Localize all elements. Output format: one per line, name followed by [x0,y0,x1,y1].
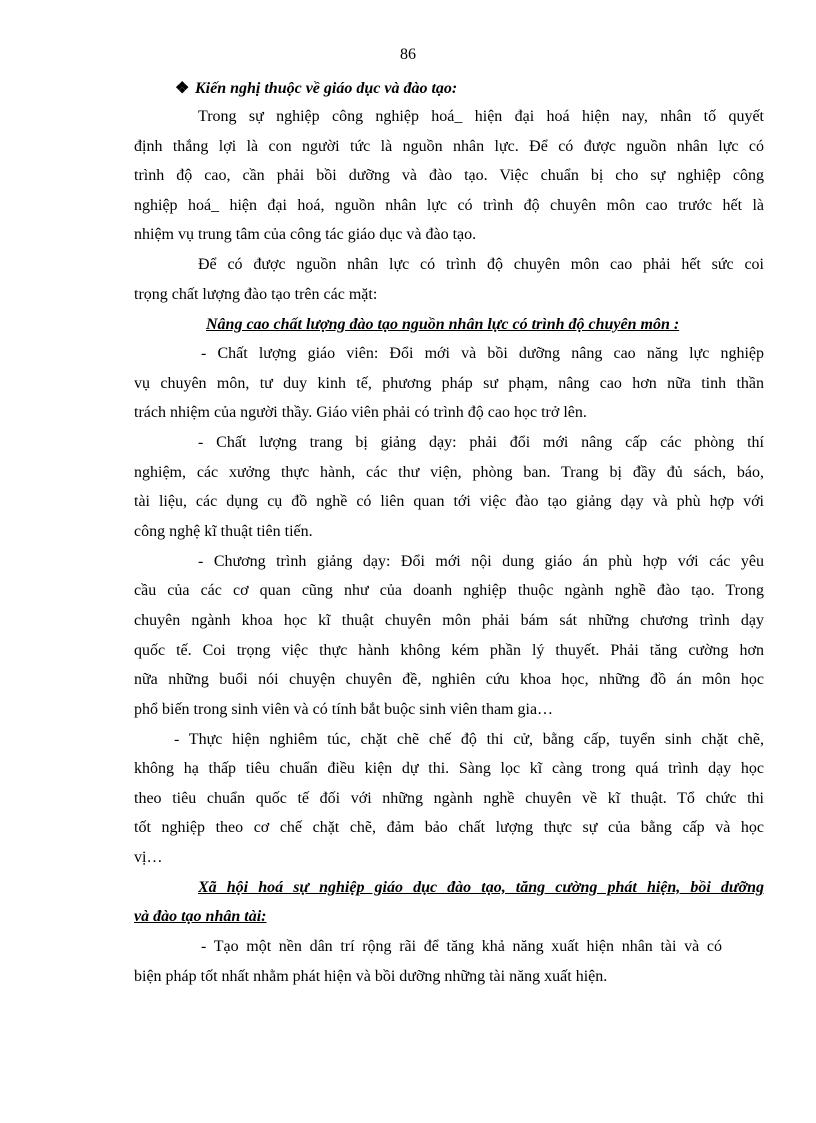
paragraph-line: - Thực hiện nghiêm túc, chặt chẽ chế độ thi cử, bằng cấp, tuyển sinh chặt chẽ, [174,731,764,748]
paragraph-line: cầu của các cơ quan cũng như của doanh nghiệp thuộc ngành nghề đào tạo. Trong [134,582,764,599]
paragraph-line: - Chất lượng giáo viên: Đổi mới và bồi dưỡng nâng cao năng lực nghiệp [201,345,764,362]
paragraph-line: trọng chất lượng đào tạo trên các mặt: [134,286,378,303]
paragraph-line: quốc tế. Coi trọng việc thực hành không kém phần lý thuyết. Phải tăng cường hơn [134,642,764,659]
diamond-bullet-icon: ❖ [175,80,190,97]
paragraph-line: trình độ cao, cần phải bồi dưỡng và đào tạo. Việc chuẩn bị cho sự nghiệp công [134,167,764,184]
paragraph-line: trách nhiệm của người thầy. Giáo viên phải có trình độ cao học trở lên. [134,404,587,421]
paragraph-line: vị… [134,849,163,866]
paragraph-line: vụ chuyên môn, tư duy kinh tế, phương pháp sư phạm, nâng cao hơn nữa tinh thần [134,375,764,392]
section-heading [175,78,457,100]
paragraph-line: - Chất lượng trang bị giảng dạy: phải đổi mới nâng cấp các phòng thí [198,434,764,451]
section-heading-text: Kiến nghị thuộc về giáo dục và đào tạo: [195,80,458,97]
paragraph-line: nhiệm vụ trung tâm của công tác giáo dục và đào tạo. [134,226,477,243]
page-number: 86 [400,46,416,63]
subheading-socialization: Xã hội hoá sự nghiệp giáo dục đào tạo, tăng cường phát hiện, bồi dưỡng [198,879,764,896]
paragraph-line: tốt nghiệp theo cơ chế chặt chẽ, đảm bảo chất lượng thực sự của bằng cấp và học [134,819,764,836]
paragraph-line: theo tiêu chuẩn quốc tế đối với những ngành nghề chuyên về kĩ thuật. Tổ chức thi [134,790,764,807]
paragraph-line: không hạ thấp tiêu chuẩn điều kiện dự thi. Sàng lọc kĩ càng trong quá trình dạy học [134,760,764,777]
paragraph-line: phổ biến trong sinh viên và có tính bắt buộc sinh viên tham gia… [134,701,554,718]
paragraph-line: chuyên ngành khoa học kĩ thuật chuyên môn phải bám sát những chương trình dạy [134,612,764,629]
paragraph-line: - Tạo một nền dân trí rộng rãi để tăng khả năng xuất hiện nhân tài và có [201,938,722,955]
paragraph-line: biện pháp tốt nhất nhằm phát hiện và bồi dưỡng những tài năng xuất hiện. [134,968,608,985]
paragraph-line: nghiệm, các xưởng thực hành, các thư viện, phòng ban. Trang bị đầy đủ sách, báo, [134,464,764,481]
paragraph-line: - Chương trình giảng dạy: Đổi mới nội dung giáo án phù hợp với các yêu [198,553,764,570]
paragraph-line: tài liệu, các dụng cụ đồ nghề có liên quan tới việc đào tạo giảng dạy và phù hợp với [134,493,764,510]
paragraph-line: Trong sự nghiệp công nghiệp hoá_ hiện đại hoá hiện nay, nhân tố quyết [198,108,764,125]
paragraph-line: công nghệ kĩ thuật tiên tiến. [134,523,313,540]
subheading-training-quality: Nâng cao chất lượng đào tạo nguồn nhân lực có trình độ chuyên môn : [206,316,680,333]
paragraph-line: nữa những buổi nói chuyện chuyên đề, nghiên cứu khoa học, những đồ án môn học [134,671,764,688]
paragraph-line: định thắng lợi là con người tức là nguồn nhân lực. Để có được nguồn nhân lực có [134,138,764,155]
paragraph-line: nghiệp hoá_ hiện đại hoá, nguồn nhân lực có trình độ chuyên môn cao trước hết là [134,197,764,214]
paragraph-line: Để có được nguồn nhân lực có trình độ chuyên môn cao phải hết sức coi [198,256,764,273]
subheading-socialization-cont: và đào tạo nhân tài: [134,908,267,925]
